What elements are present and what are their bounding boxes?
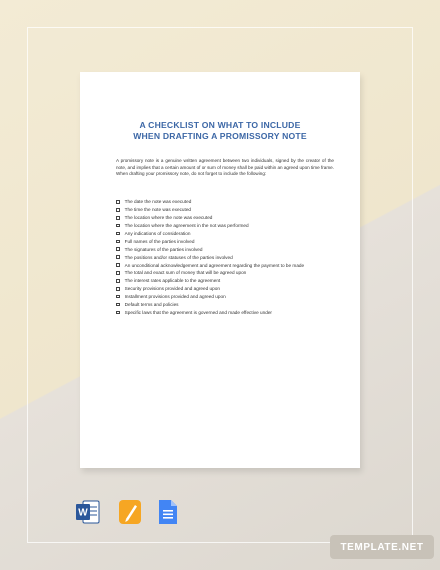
template-net-badge[interactable]: [330, 535, 434, 559]
checkbox-icon: [116, 287, 120, 291]
checklist-item-text: The date the note was executed: [124, 199, 192, 205]
checkbox-icon: [116, 208, 120, 212]
pages-icon[interactable]: [118, 499, 142, 525]
checkbox-icon: [116, 303, 120, 307]
checklist-item: [116, 261, 346, 269]
checkbox-icon: [116, 240, 120, 244]
checklist-item: [116, 245, 346, 253]
checklist-item-text: The time the note was executed: [124, 207, 192, 213]
checkbox-icon: [116, 200, 120, 204]
document-title-line-1: A CHECKLIST ON WHAT TO INCLUDE: [139, 120, 301, 130]
google-docs-icon[interactable]: [158, 499, 182, 525]
checkbox-icon: [116, 279, 120, 283]
checklist-item-text: The interest rates applicable to the agreement: [124, 278, 221, 284]
checklist-item-text: The location where the note was executed: [124, 215, 213, 221]
app-icons: [76, 499, 186, 527]
checklist-item: [116, 206, 346, 214]
checklist-item: [116, 293, 346, 301]
document-checklist: [116, 198, 346, 316]
checklist-item: [116, 308, 346, 316]
checkbox-icon: [116, 216, 120, 220]
checkbox-icon: [116, 224, 120, 228]
checklist-item-text: The positions and/or statuses of the parties involved: [124, 254, 233, 260]
checklist-item: [116, 285, 346, 293]
checkbox-icon: [116, 263, 120, 267]
checklist-item: [116, 269, 346, 277]
document-title: [80, 120, 360, 142]
checklist-item-text: The location where the agreement in the not was performed: [124, 223, 249, 229]
checkbox-icon: [116, 271, 120, 275]
checkbox-icon: [116, 232, 120, 236]
checklist-item-text: Installment provisions provided and agreed upon: [124, 294, 226, 300]
document-intro: A promissory note is a genuine written agreement between two individuals, signed by the creator of the note, and implies that a certain amount of or sum of money shall be paid within an agreed upon time frame. When drafting your promissory note, do not forget to include the following:: [116, 158, 334, 177]
checklist-item: [116, 214, 346, 222]
checkbox-icon: [116, 311, 120, 315]
checklist-item-text: The signatures of the parties involved: [124, 246, 203, 252]
word-icon[interactable]: [76, 499, 100, 525]
checklist-item-text: Full names of the parties involved: [124, 238, 195, 244]
document-title-line-2: WHEN DRAFTING A PROMISSORY NOTE: [133, 131, 307, 141]
checklist-item: [116, 253, 346, 261]
checklist-item-text: Default terms and policies: [124, 302, 179, 308]
checklist-item: [116, 222, 346, 230]
checklist-item-text: An unconditional acknowledgement and agreement regarding the payment to be made: [124, 262, 305, 268]
brand-label: TEMPLATE.NET: [340, 541, 424, 553]
checklist-item: [116, 230, 346, 238]
checklist-item-text: The total and exact sum of money that will be agreed upon: [124, 270, 247, 276]
checklist-item-text: Security provisions provided and agreed upon: [124, 286, 220, 292]
checklist-item: [116, 237, 346, 245]
checkbox-icon: [116, 247, 120, 251]
checklist-item: [116, 301, 346, 309]
checkbox-icon: [116, 295, 120, 299]
word-icon-letter: W: [78, 507, 88, 519]
checklist-item-text: Specific laws that the agreement is governed and made effective under: [124, 309, 272, 315]
checklist-item-text: Any indications of consideration: [124, 231, 191, 236]
checklist-item: [116, 198, 346, 206]
document-preview[interactable]: [80, 72, 360, 468]
checkbox-icon: [116, 255, 120, 259]
checklist-item: [116, 277, 346, 285]
